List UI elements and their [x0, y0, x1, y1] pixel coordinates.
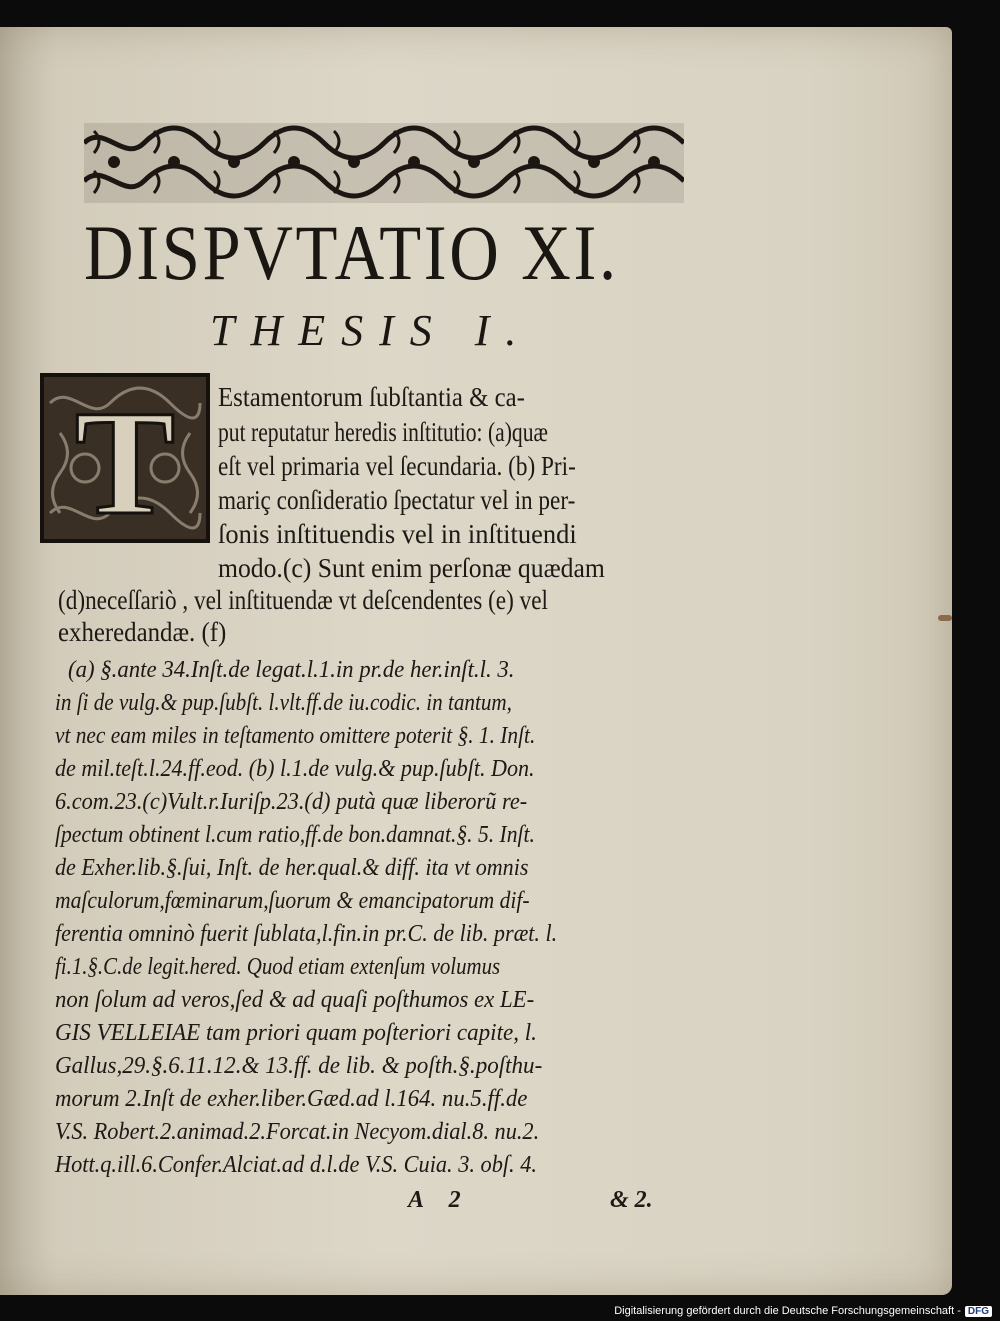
note-line: V.S. Robert.2.animad.2.Forcat.in Necyom.dial.8. nu.2. [55, 1119, 540, 1145]
decorated-initial-letter [40, 373, 210, 543]
note-line: de Exher.lib.§.ſui, Inſt. de her.qual.& diff. ita vt omnis [55, 855, 529, 881]
note-line: vt nec eam miles in teſtamento omittere poterit §. 1. Inſt. [55, 723, 536, 749]
note-line: maſculorum,fœminarum,ſuorum & emancipatorum dif- [55, 888, 530, 914]
footer-credit [614, 1305, 992, 1317]
body-line: ſonis inſtituendis vel in inſtituendi [218, 519, 577, 549]
ornamental-headband [84, 123, 684, 203]
note-line: (a) §.ante 34.Inſt.de legat.l.1.in pr.de her.inſt.l. 3. [68, 657, 515, 683]
note-line: Hott.q.ill.6.Confer.Alciat.ad d.l.de V.S. Cuia. 3. obſ. 4. [55, 1152, 537, 1178]
note-line: in ſi de vulg.& pup.ſubſt. l.vlt.ff.de iu.codic. in tantum, [55, 690, 512, 716]
signature-mark: A 2 [408, 1187, 471, 1213]
note-line: Gallus,29.§.6.11.12.& 13.ff. de lib. & poſth.§.poſthu- [55, 1053, 543, 1079]
note-line: fi.1.§.C.de legit.hered. Quod etiam extenſum volumus [55, 954, 501, 980]
footer-credit-text: Digitalisierung gefördert durch die Deutsche Forschungsgemeinschaft - [614, 1305, 961, 1317]
note-line: morum 2.Inſt de exher.liber.Gæd.ad l.164. nu.5.ff.de [55, 1086, 528, 1112]
body-line: exheredandæ. (f) [58, 617, 227, 647]
disputation-title: DISPVTATIO XI. [84, 209, 619, 296]
body-line: Estamentorum ſubſtantia & ca- [218, 382, 525, 412]
note-line: ſpectum obtinent l.cum ratio,ff.de bon.damnat.§. 5. Inſt. [55, 822, 535, 848]
note-line: de mil.teſt.l.24.ff.eod. (b) l.1.de vulg.& pup.ſubſt. Don. [55, 756, 535, 782]
note-line: 6.com.23.(c)Vult.r.Iuriſp.23.(d) putà quæ liberorũ re- [55, 789, 528, 815]
note-line: non ſolum ad veros,ſed & ad quaſi poſthumos ex LE- [55, 987, 535, 1013]
book-page [0, 27, 952, 1295]
dfg-logo: DFG [965, 1306, 992, 1317]
catchword: & 2. [610, 1187, 653, 1213]
initial-letter-glyph: T [74, 380, 176, 543]
page-edge-mark [938, 615, 952, 621]
body-line: eſt vel primaria vel ſecundaria. (b) Pri- [218, 451, 576, 481]
note-line: ferentia omninò fuerit ſublata,l.fin.in pr.C. de lib. præt. l. [55, 921, 558, 947]
body-line: (d)neceſſariò , vel inſtituendæ vt deſcendentes (e) vel [58, 585, 549, 615]
thesis-heading: THESIS I. [210, 306, 533, 355]
note-line: GIS VELLEIAE tam priori quam poſteriori capite, l. [55, 1020, 537, 1046]
body-line: put reputatur heredis inſtitutio: (a)quæ [218, 417, 548, 447]
body-line: mariç conſideratio ſpectatur vel in per- [218, 485, 576, 515]
body-line: modo.(c) Sunt enim perſonæ quædam [218, 553, 605, 583]
